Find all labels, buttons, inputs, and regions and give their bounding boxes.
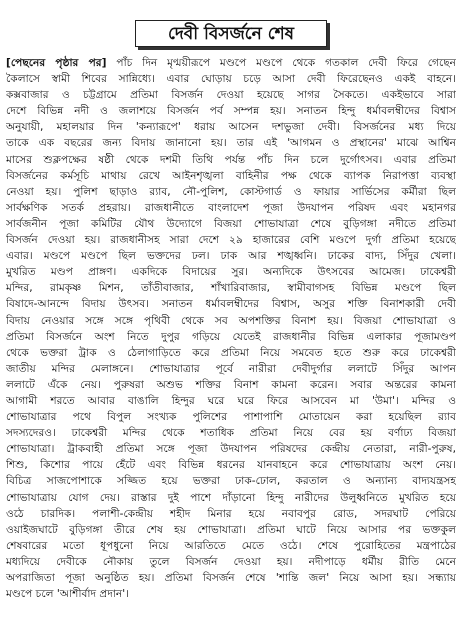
article-line-final: মণ্ডপে চলে 'আশীর্বাদ প্রদান'। xyxy=(6,588,129,601)
article-line: তাকে এক বছরের জন্য বিদায় জানানো হয়। তার এই 'আগমন ও প্রস্থানের' মাঝে আশ্বিন xyxy=(6,137,456,150)
article-line: কক্সবাজার ও চট্টগ্রামে প্রতিমা বিসর্জন দেওয়া হয়েছে সাগর সৈকতে। একইভাবে সারা xyxy=(6,89,456,102)
article-line: বিষাদে-আনন্দে বিদায় উৎসব। সনাতন ধর্মাবলম্বীদের বিশ্বাস, অসুর শক্তি বিনাশকারী দেবী xyxy=(6,298,456,311)
first-line-text: পাঁচ দিন মৃণ্ময়ীরূপে মণ্ডপে মণ্ডপে থেকে গতকাল দেবী ফিরে গেছেন xyxy=(106,57,456,69)
article-line: ওঠে চারদিক। পলাশী-কেন্দ্রীয় শহীদ মিনার হয়ে নবাবপুর রোড, সদরঘাট পেরিয়ে xyxy=(6,507,456,520)
article-line: শোভাযাত্রায় যোগ দেয়। রাস্তার দুই পাশে দাঁড়ানো হিন্দু নারীদের উলুধ্বনিতে মুখরিত হয়ে xyxy=(6,491,456,504)
article-line: কৈলাসে স্বামী শিবের সান্নিধ্যে। এবার ঘোড়ায় চড়ে আসা দেবী ফিরেছেনও একই বাহনে। xyxy=(6,73,456,86)
article-line: ললাটে এঁকে নেয়। পুরুষরা অশুভ শক্তির বিনাশ কামনা করেন। সবার অন্তরের কামনা xyxy=(6,378,456,391)
article-line: প্রতিমা বিসর্জনে অংশ নিতে দুপুর গড়িয়ে যেতেই রাজধানীর বিভিন্ন এলাকার পূজামণ্ডপ xyxy=(6,330,456,343)
article-line: এবার। মণ্ডপে মণ্ডপে ছিল ভক্তদের ঢল। ঢাক আর শঙ্খধ্বনি। ঢাকের বাদ্য, সিঁদুর খেলা। xyxy=(6,250,456,263)
article-line: জাতীয় মন্দির মেলাঙ্গনে। শোভাযাত্রার পূর্বে নারীরা দেবীদুর্গার ললাটে সিঁদুর আপন xyxy=(6,362,456,375)
continuation-label: [পেছনের পৃষ্ঠার পর] xyxy=(6,57,107,69)
article-line: মাসের শুক্লপক্ষের ষষ্ঠী থেকে দশমী তিথি পর্যন্ত পাঁচ দিন চলে দুর্গোৎসব। এবার প্রতিমা xyxy=(6,153,456,166)
article-line: শেষবারের মতো ধূপধুনো নিয়ে আরতিতে মেতে ওঠে। শেষে পুরোহিতের মন্ত্রপাঠের xyxy=(6,539,456,552)
article-line: শোভাযাত্রা। ট্রাকবাহী প্রতিমা সঙ্গে পূজা উদযাপন পরিষদের কেন্দ্রীয় নেতারা, নারী-পুরুষ, xyxy=(6,443,456,456)
article-line: বিদায় নেওয়ার সঙ্গে সঙ্গে পৃথিবী থেকে সব অপশক্তির বিনাশ হয়। বিজয়া শোভাযাত্রা ও xyxy=(6,314,456,327)
article-line: বিসর্জন দেওয়া হয়। রাজধানীসহ সারা দেশে ২৯ হাজারের বেশি মণ্ডপে দুর্গা প্রতিমা হয়েছে xyxy=(6,234,456,247)
article-line: মুখরিত মণ্ডপ প্রাঙ্গণ। একদিকে বিদায়ের সুর। অন্যদিকে উৎসবের আমেজ। ঢাকেশ্বরী xyxy=(6,266,456,279)
article-line: শোভাযাত্রার পথে বিপুল সংখ্যক পুলিশের পাশাপাশি মোতায়েন করা হয়েছিল র‌্যাব xyxy=(6,411,456,424)
article-line: ওয়াইজঘাটে বুড়িগঙ্গা তীরে শেষ হয় শোভাযাত্রা। প্রতিমা ঘাটে নিয়ে আসার পর ভক্তকুল xyxy=(6,523,456,536)
article-line: অনুযায়ী, মহালয়ার দিন 'কন্যারূপে' ধরায় আসেন দশভুজা দেবী। বিসর্জনের মধ্য দিয়ে xyxy=(6,121,456,134)
article-line: সার্বক্ষণিক সতর্ক প্রহরায়। রাজধানীতে বাংলাদেশ পূজা উদযাপন পরিষদ এবং মহানগর xyxy=(6,201,456,214)
article-line: বিচিত্র সাজপোশাকে সজ্জিত হয়ে ভক্তরা ঢাক-ঢোল, করতাল ও অন্যান্য বাদ্যযন্ত্রসহ xyxy=(6,475,456,488)
article-line: আগামী শরতে আবার বাঙালি হিন্দুর ঘরে ঘরে ফিরে আসবেন মা 'উমা'। মন্দির ও xyxy=(6,394,456,407)
article-line: মন্দির, রামকৃষ্ণ মিশন, তাঁতীবাজার, শাঁখারিবাজার, স্বামীবাগসহ বিভিন্ন মণ্ডপে ছিল xyxy=(6,282,456,295)
article-line: মধ্যদিয়ে দেবীকে নৌকায় তুলে বিসর্জন দেওয়া হয়। নদীপাড়ে ধর্মীয় রীতি মেনে xyxy=(6,555,456,568)
article-line: সার্বজনীন পূজা কমিটির যৌথ উদ্যোগে বিজয়া শোভাযাত্রা শেষে বুড়িগঙ্গা নদীতে প্রতিমা xyxy=(6,217,456,230)
headline: দেবী বিসর্জনে শেষ xyxy=(135,20,327,47)
article-line: বিসর্জনের কর্মসূচি মাথায় রেখে আইনশৃঙ্খলা বাহিনীর পক্ষ থেকে ব্যাপক নিরাপত্তা ব্যবস্থা xyxy=(6,169,456,182)
article-line: শিশু, কিশোর পায়ে হেঁটে এবং বিভিন্ন ধরনের যানবাহনে করে শোভাযাত্রায় অংশ নেয়। xyxy=(6,459,456,472)
article-line: অপরাজিতা পূজা অনুষ্ঠিত হয়। প্রতিমা বিসর্জন শেষে 'শান্তি জল' নিয়ে আসা হয়। সন্ধ্যায় xyxy=(6,572,456,584)
article-line: সদস্যদেরও। ঢাকেশ্বরী মন্দির থেকে শতাধিক প্রতিমা নিয়ে বের হয় বর্ণাঢ্য বিজয়া xyxy=(6,427,456,440)
article-body xyxy=(6,55,456,602)
article-line: দেশে বিভিন্ন নদী ও জলাশয়ে বিসর্জন পর্ব সম্পন্ন হয়। সনাতন হিন্দু ধর্মাবলম্বীদের বিশ্বাস xyxy=(6,105,456,118)
article-line: থেকে ভক্তরা ট্রাক ও ঠেলাগাড়িতে করে প্রতিমা নিয়ে সমবেত হতে শুরু করে ঢাকেশ্বরী xyxy=(6,346,456,359)
article-line: নেওয়া হয়। পুলিশ ছাড়াও র‌্যাব, নৌ-পুলিশ, কোস্টগার্ড ও ফায়ার সার্ভিসের কর্মীরা ছিল xyxy=(6,185,456,198)
article-line-1 xyxy=(6,55,456,71)
